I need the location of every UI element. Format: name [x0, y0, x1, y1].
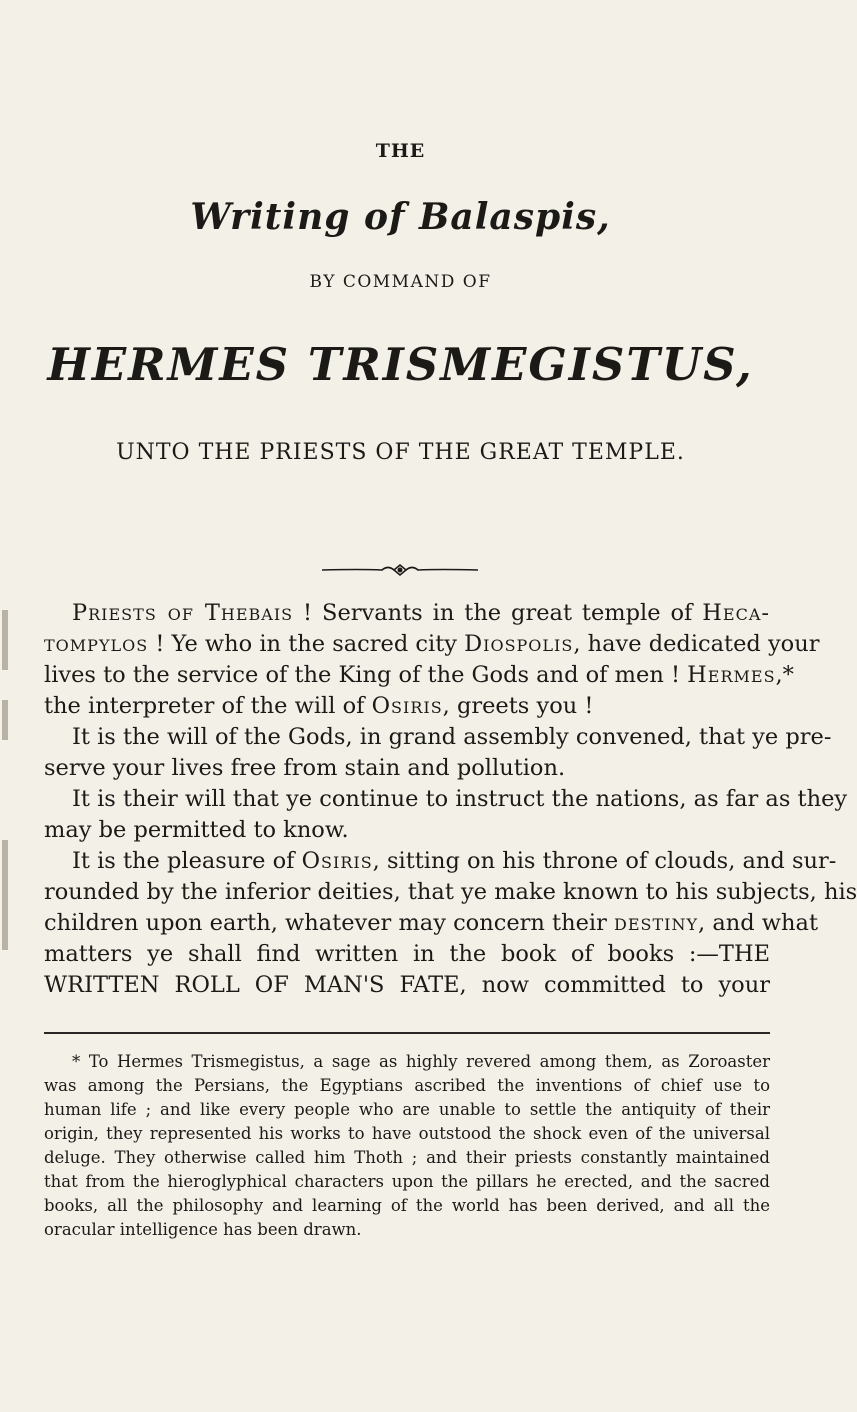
page-edge-shadow	[2, 610, 8, 670]
footnote-line: books, all the philosophy and learning of the world has been derived, and all the	[44, 1196, 770, 1215]
text-line	[44, 629, 820, 660]
paragraph-greeting	[44, 598, 820, 722]
text-run: , and what	[698, 910, 818, 936]
footnote-divider	[44, 1032, 770, 1034]
footnote-line: that from the hieroglyphical characters upon the pillars he erected, and the sacred	[44, 1172, 770, 1191]
text-run: children upon earth, whatever may concern their	[44, 910, 614, 936]
text-run: WRITTEN ROLL OF MAN'S FATE,	[44, 972, 467, 998]
text-run: , greets you !	[442, 693, 594, 719]
paragraph-pleasure-of-osiris	[44, 846, 857, 1001]
heading-author-name: HERMES TRISMEGISTUS,	[47, 338, 754, 391]
text-smallcaps: Osiris	[301, 848, 373, 874]
footnote-line: human life ; and like every people who are unable to settle the antiquity of their	[44, 1100, 770, 1119]
paragraph-will-of-gods	[44, 722, 832, 784]
text-line	[44, 970, 770, 1001]
heading-gothic-title: Writing of Balaspis,	[190, 196, 611, 238]
heading-the: THE	[375, 140, 426, 162]
text-line	[44, 598, 770, 629]
text-smallcaps: Osiris	[371, 693, 443, 719]
text-line: serve your lives free from stain and pollution.	[44, 755, 566, 781]
text-run: ,*	[775, 662, 794, 688]
text-run: It is the pleasure of	[72, 848, 302, 874]
footnote-line: deluge. They otherwise called him Thoth ; and their priests constantly maintained	[44, 1148, 770, 1167]
text-line: It is their will that ye continue to instruct the nations, as far as they	[72, 786, 848, 812]
text-smallcaps: destiny	[613, 910, 699, 936]
text-run: ! Servants in the great temple of	[293, 600, 703, 626]
text-line: rounded by the inferior deities, that ye make known to his subjects, his	[44, 879, 857, 905]
footnote-line: was among the Persians, the Egyptians ascribed the inventions of chief use to	[44, 1076, 770, 1095]
text-line	[44, 660, 794, 691]
paragraph-instruct-nations	[44, 784, 848, 846]
page-edge-shadow	[2, 840, 8, 950]
text-smallcaps: Diospolis	[464, 631, 574, 657]
text-run: , have dedicated your	[573, 631, 820, 657]
text-smallcaps: Heca-	[702, 600, 770, 626]
text-line: may be permitted to know.	[44, 817, 349, 843]
text-line	[44, 846, 837, 877]
text-run: now committed to your	[466, 972, 770, 998]
page-edge-shadow	[2, 700, 8, 740]
text-run: the interpreter of the will of	[44, 693, 372, 719]
text-line: It is the will of the Gods, in grand assembly convened, that ye pre-	[72, 724, 832, 750]
heading-dedication: UNTO THE PRIESTS OF THE GREAT TEMPLE.	[116, 440, 685, 465]
text-line	[44, 691, 770, 722]
text-run: lives to the service of the King of the Gods and of men !	[44, 662, 688, 688]
text-line: matters ye shall find written in the book of books :—THE	[44, 941, 770, 967]
ornament-divider-icon	[320, 562, 480, 578]
heading-by-command: BY COMMAND OF	[309, 272, 492, 292]
footnote-line: origin, they represented his works to have outstood the shock even of the universal	[44, 1124, 770, 1143]
text-run: ! Ye who in the sacred city	[148, 631, 465, 657]
text-smallcaps: Hermes	[687, 662, 776, 688]
text-line	[44, 908, 818, 939]
text-smallcaps: Priests of Thebais	[72, 600, 294, 626]
text-run: , sitting on his throne of clouds, and sur-	[372, 848, 837, 874]
footnote-line: oracular intelligence has been drawn.	[44, 1220, 362, 1239]
footnote	[44, 1050, 770, 1242]
text-smallcaps: tompylos	[44, 631, 149, 657]
footnote-line: * To Hermes Trismegistus, a sage as highly revered among them, as Zoroaster	[72, 1052, 770, 1071]
